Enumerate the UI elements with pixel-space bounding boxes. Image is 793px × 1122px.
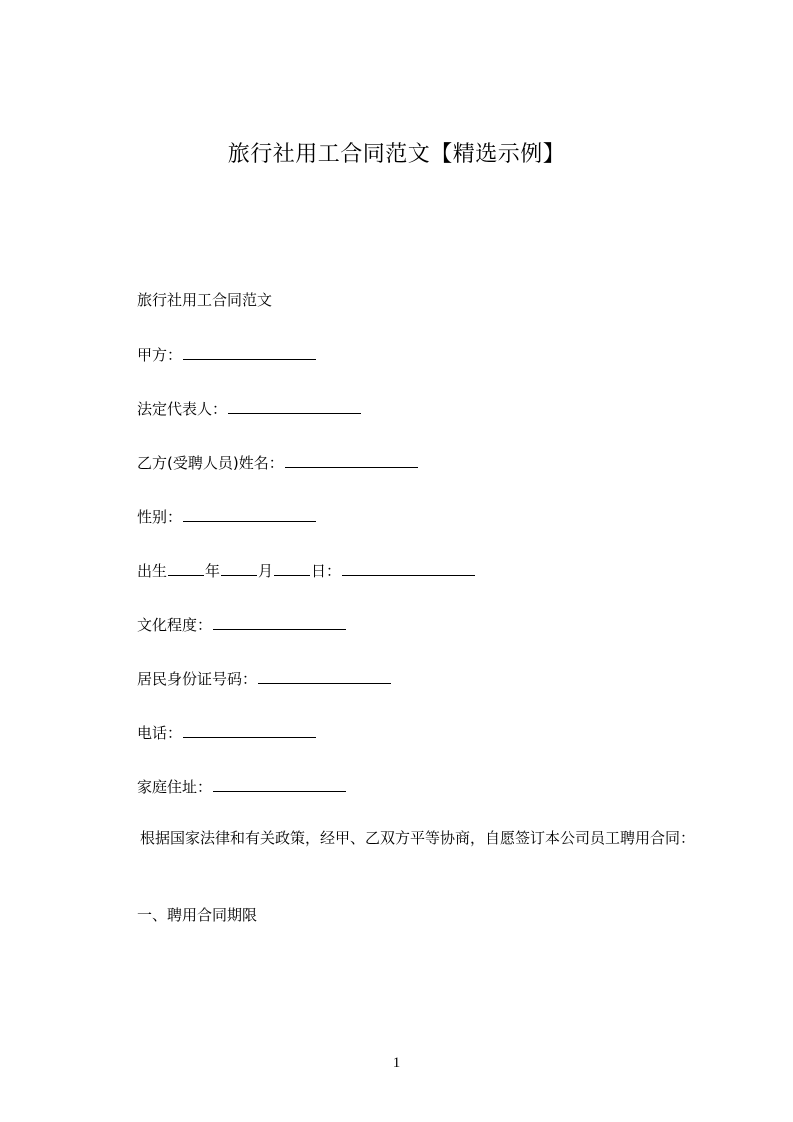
education-label: 文化程度： [137, 616, 213, 634]
document-subtitle [137, 289, 272, 311]
gender-blank [183, 505, 316, 522]
birth-day-label: 日： [311, 562, 342, 580]
birth-month-blank [221, 559, 257, 576]
party-a-blank [183, 343, 316, 360]
party-b-name-blank [285, 451, 418, 468]
section-heading-1 [137, 904, 257, 926]
field-legal-rep [137, 397, 362, 420]
birth-year-label: 年 [205, 562, 221, 580]
education-blank [213, 613, 346, 630]
id-number-blank [258, 667, 391, 684]
field-birth-date [137, 559, 476, 582]
legal-rep-blank [228, 397, 361, 414]
field-party-b-name [137, 451, 419, 474]
field-party-a [137, 343, 317, 366]
birth-prefix-label: 出生 [137, 562, 168, 580]
field-phone [137, 721, 317, 744]
id-number-label: 居民身份证号码： [137, 670, 258, 688]
subtitle-text: 旅行社用工合同范文 [137, 291, 273, 309]
birth-date-blank [342, 559, 475, 576]
legal-rep-label: 法定代表人： [137, 400, 228, 418]
field-id-number [137, 667, 392, 690]
birth-day-blank [274, 559, 310, 576]
phone-label: 电话： [137, 724, 183, 742]
page-number: 1 [392, 1055, 401, 1071]
field-education [137, 613, 347, 636]
document-title: 旅行社用工合同范文【精选示例】 [227, 142, 566, 167]
field-gender [137, 505, 317, 528]
party-a-label: 甲方： [137, 346, 183, 364]
phone-blank [183, 721, 316, 738]
section-1-heading-text: 一、聘用合同期限 [137, 906, 258, 924]
address-blank [213, 775, 346, 792]
birth-year-blank [168, 559, 204, 576]
field-address [137, 775, 347, 798]
intro-paragraph: 根据国家法律和有关政策，经甲、乙双方平等协商，自愿签订本公司员工聘用合同： [140, 829, 696, 847]
birth-month-label: 月 [258, 562, 274, 580]
party-b-name-label: 乙方(受聘人员)姓名： [137, 454, 284, 472]
address-label: 家庭住址： [137, 778, 213, 796]
gender-label: 性别： [137, 508, 183, 526]
